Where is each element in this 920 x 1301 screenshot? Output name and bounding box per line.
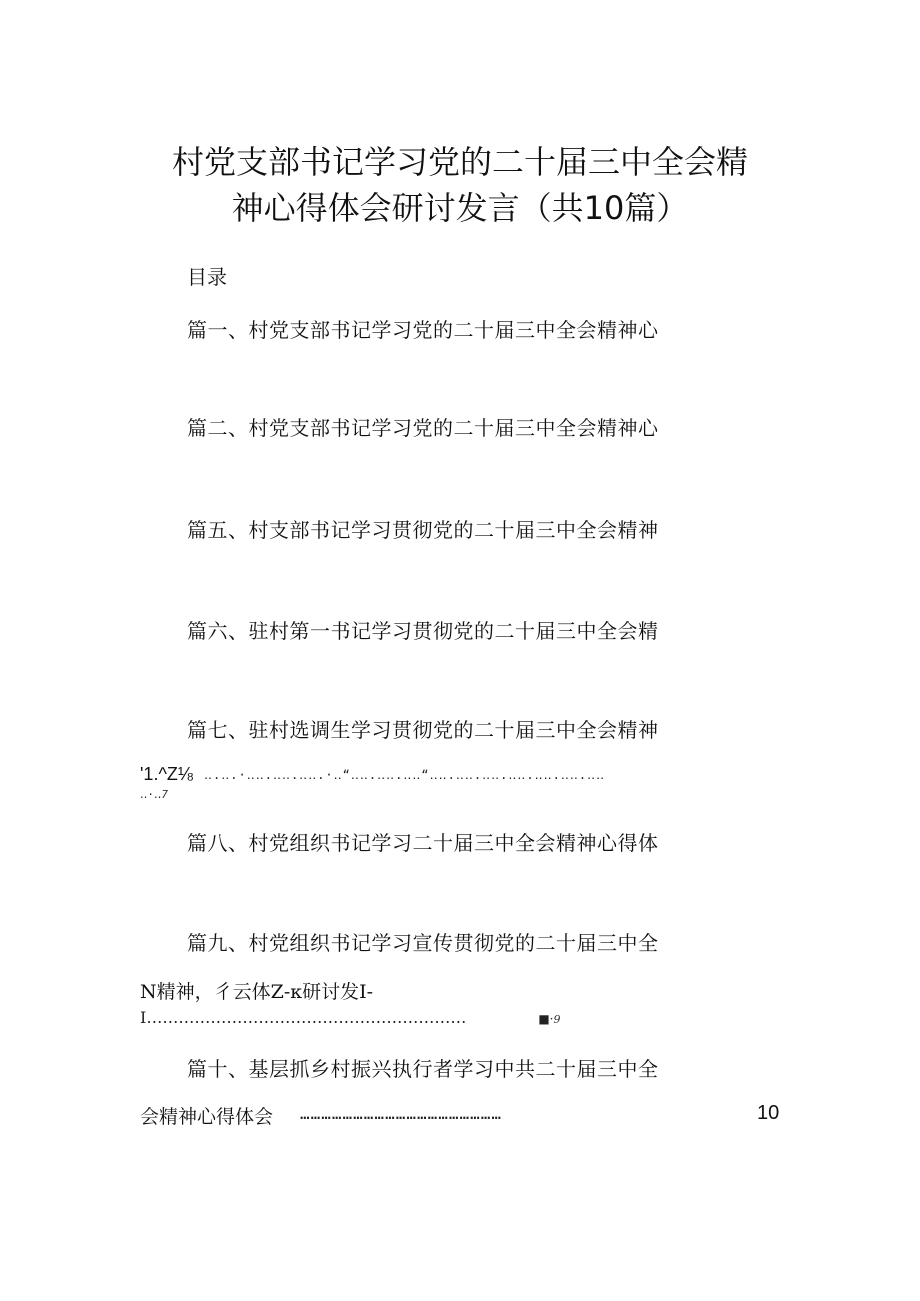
toc-entry-7-page-number: 7 — [161, 788, 168, 801]
toc-entry-7[interactable]: 篇七、驻村选调生学习贯彻党的二十届三中全会精神 — [187, 718, 659, 742]
toc-entry-9-leader-line: I…………………………………………………… ■·9 — [140, 1008, 561, 1027]
toc-entry-7-continuation: '1.^Z⅛ — [140, 764, 193, 784]
toc-entry-9-marker: ■· — [538, 1012, 554, 1026]
toc-entry-6[interactable]: 篇六、驻村第一书记学习贯彻党的二十届三中全会精 — [187, 619, 659, 643]
toc-entry-5[interactable]: 篇五、村支部书记学习贯彻党的二十届三中全会精神 — [187, 518, 659, 542]
toc-entry-10-leader-dots: ………………………………………………… — [300, 1104, 503, 1123]
toc-entry-9[interactable]: 篇九、村党组织书记学习宣传贯彻党的二十届三中全 — [187, 931, 659, 955]
toc-entry-10-page-number: 10 — [757, 1102, 780, 1124]
toc-entry-9-page-number: 9 — [553, 1013, 561, 1026]
toc-heading: 目录 — [187, 265, 227, 289]
document-title-line-2: 神心得体会研讨发言（共10篇） — [231, 189, 689, 227]
toc-entry-10[interactable]: 篇十、基层抓乡村振兴执行者学习中共二十届三中全 — [187, 1057, 659, 1081]
toc-entry-9-continuation: N精神，彳云体Z-κ研讨发I- — [140, 981, 374, 1003]
toc-entry-7-leader-dots-2: ‥·‥7 — [140, 788, 168, 801]
toc-entry-1[interactable]: 篇一、村党支部书记学习党的二十届三中全会精神心 — [187, 318, 659, 342]
toc-entry-8[interactable]: 篇八、村党组织书记学习二十届三中全会精神心得体 — [187, 831, 659, 855]
document-title-line-1: 村党支部书记学习党的二十届三中全会精 — [171, 143, 748, 181]
toc-entry-7-leader-dots: ‥.‥.·‥‥.‥‥.‥‥.·‥“‥‥.‥‥.‥‥“‥‥.‥‥.‥‥.‥‥.‥‥.‥‥.‥‥ — [204, 768, 606, 782]
toc-entry-10-continuation: 会精神心得体会 — [140, 1106, 274, 1128]
toc-entry-2[interactable]: 篇二、村党支部书记学习党的二十届三中全会精神心 — [187, 416, 659, 440]
toc-entry-9-leader-dots: …………………………………………………… — [146, 1008, 467, 1027]
